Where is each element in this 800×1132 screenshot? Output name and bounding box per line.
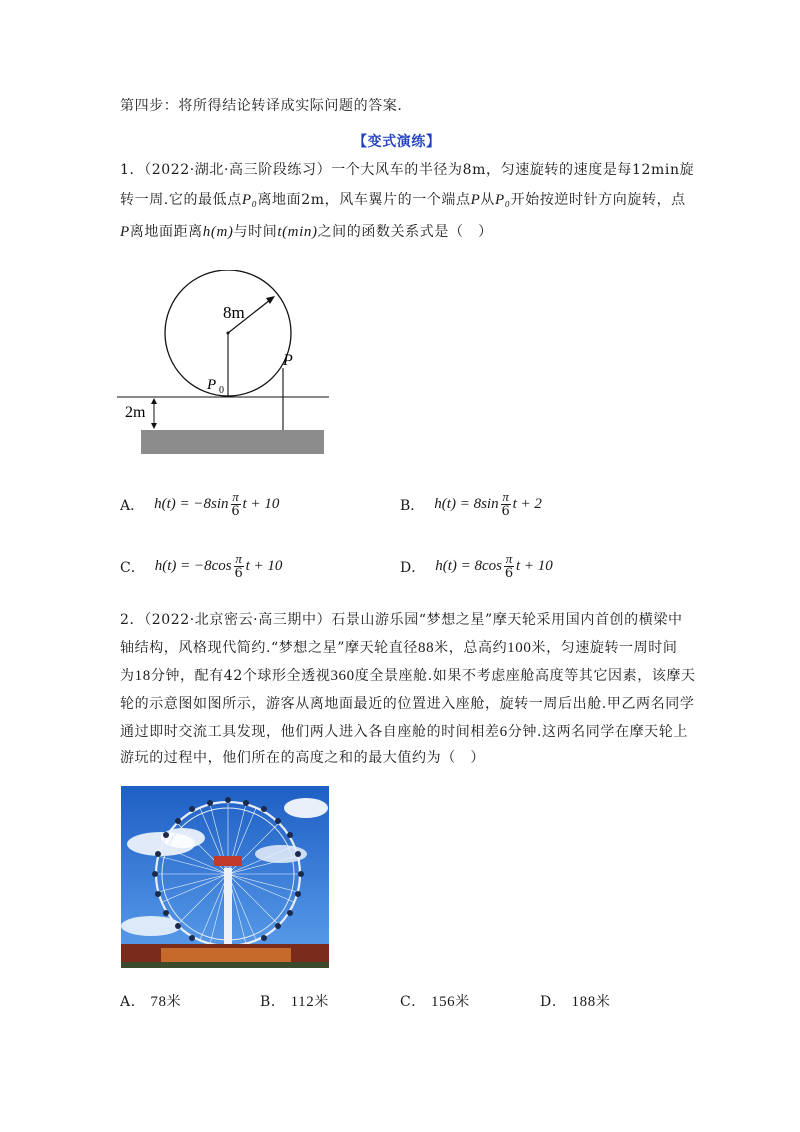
q1-p-symbol-2: P — [120, 224, 130, 240]
q2-line3-b: 分钟，配有42个球形全透视 — [150, 668, 331, 684]
step4-text: 第四步：将所得结论转译成实际问题的答案. — [120, 98, 403, 114]
height-arrow-up — [151, 398, 157, 404]
q1-option-c-lhs: h(t) = −8cos — [154, 558, 232, 574]
q2-option-d-value: 188 — [571, 994, 596, 1010]
q1-option-c-fraction — [234, 552, 244, 581]
q1-option-c[interactable] — [120, 552, 282, 581]
q1-t-symbol: t(min) — [277, 224, 318, 240]
q2-option-a-unit: 米 — [166, 994, 182, 1010]
windmill-figure — [115, 270, 340, 460]
q1-p-symbol: P — [470, 192, 481, 208]
q1-line2 — [120, 190, 686, 210]
fraction-numerator: π — [505, 551, 513, 566]
q2-gap-value: 6 — [499, 724, 508, 740]
fraction-denominator: 6 — [504, 566, 514, 581]
q2-option-b-unit: 米 — [314, 994, 329, 1010]
q1-p0-symbol: P₀ — [241, 192, 258, 208]
cloud — [284, 798, 328, 818]
q2-line6: 游玩的过程中，他们所在的高度之和的最大值约为（ ） — [120, 750, 485, 766]
radius-label: 8m — [223, 303, 245, 322]
q2-line3 — [120, 666, 696, 686]
section-title: 【变式演练】 — [353, 134, 441, 150]
q1-option-c-rhs: t + 10 — [245, 558, 283, 574]
q2-line5-a: 通过即时交流工具发现，他们两人进入各自座舱的时间相差 — [120, 724, 500, 740]
p0-subscript: 0 — [219, 385, 224, 396]
q2-degree-value: 360 — [330, 668, 355, 684]
q2-line5-b: 分钟.这两名同学在摩天轮上 — [507, 724, 688, 740]
q1-line3-b: 与时间 — [233, 224, 278, 240]
q1-line3-a: 离地面距离 — [129, 224, 203, 240]
q2-line2-a: 轴结构，风格现代简约.“梦想之星”摩天轮直径 — [120, 640, 418, 656]
q2-option-d-label: D． — [540, 994, 567, 1010]
gate — [161, 948, 291, 962]
q2-line2-b: 米，总高约 — [434, 640, 508, 656]
p-label: P — [283, 352, 293, 369]
q1-option-b-lhs: h(t) = 8sin — [434, 496, 499, 512]
fraction-numerator: π — [502, 489, 509, 504]
q1-option-a-label: A． — [120, 497, 145, 514]
q1-option-d-label: D． — [400, 559, 426, 576]
q2-option-b-value: 112 — [290, 994, 315, 1010]
height-label: 2m — [125, 404, 146, 421]
q2-line1: 2．（2022·北京密云·高三期中）石景山游乐园“梦想之星”摩天轮采用国内首创的横梁中 — [120, 612, 683, 628]
q1-option-b[interactable] — [400, 490, 542, 519]
fraction-denominator: 6 — [234, 566, 243, 581]
height-arrow-down — [151, 423, 157, 429]
q1-h-symbol: h(m) — [202, 224, 234, 240]
q1-option-a[interactable] — [120, 490, 279, 519]
q1-option-d-fraction — [504, 552, 514, 581]
q2-diameter-value: 88 — [417, 640, 435, 656]
q2-option-d-unit: 米 — [595, 994, 611, 1010]
q1-line3-c: 之间的函数关系式是（ ） — [317, 224, 493, 240]
q1-option-a-lhs: h(t) = −8sin — [154, 496, 229, 512]
q1-option-a-fraction — [231, 490, 241, 519]
fraction-numerator: π — [235, 551, 242, 566]
cloud — [161, 828, 205, 848]
q2-line2-c: 米，匀速旋转一周时间 — [531, 640, 678, 656]
q1-line3 — [120, 222, 493, 242]
q2-option-c-unit: 米 — [455, 994, 470, 1010]
q1-option-d[interactable] — [400, 552, 553, 581]
q2-period-value: 18 — [134, 668, 151, 684]
ground — [141, 430, 324, 454]
trees — [121, 962, 329, 968]
q1-p0-symbol-2: P₀ — [495, 192, 511, 208]
center-sign — [214, 856, 242, 866]
q2-line4: 轮的示意图如图所示，游客从离地面最近的位置进入座舱，旋转一周后出舱.甲乙两名同学 — [120, 696, 695, 712]
fraction-numerator: π — [232, 489, 239, 504]
q2-option-a[interactable] — [120, 992, 181, 1012]
p0-label: P — [207, 377, 217, 393]
q2-line3-a: 为 — [120, 668, 135, 684]
ferris-wheel-photo — [121, 786, 329, 968]
q2-option-a-value: 78 — [150, 994, 167, 1010]
q2-line2 — [120, 638, 677, 658]
q2-line3-c: 度全景座舱.如果不考虑座舱高度等其它因素，该摩天 — [354, 668, 696, 684]
q1-option-d-rhs: t + 10 — [516, 558, 553, 574]
q1-line2-c: 从 — [480, 192, 495, 208]
q1-line2-b: 离地面2m，风车翼片的一个端点 — [257, 192, 471, 208]
q1-option-d-lhs: h(t) = 8cos — [435, 558, 503, 574]
q1-option-b-rhs: t + 2 — [512, 496, 542, 512]
tower — [224, 868, 232, 956]
q2-option-b-label: B． — [260, 994, 286, 1010]
fraction-denominator: 6 — [501, 504, 510, 519]
q1-line1: 1．（2022·湖北·高三阶段练习）一个大风车的半径为8m，匀速旋转的速度是每12min旋 — [120, 162, 695, 178]
q1-line2-a: 转一周.它的最低点 — [120, 192, 242, 208]
q1-option-b-fraction — [501, 490, 511, 519]
fraction-denominator: 6 — [231, 504, 240, 519]
q1-option-a-rhs: t + 10 — [242, 496, 280, 512]
q2-option-a-label: A． — [120, 994, 146, 1010]
q2-option-b[interactable] — [260, 992, 329, 1012]
q1-option-b-label: B． — [400, 497, 425, 514]
q2-option-c-value: 156 — [430, 994, 456, 1010]
q2-option-c[interactable] — [400, 992, 470, 1012]
q2-line5 — [120, 722, 688, 742]
q2-option-d[interactable] — [540, 992, 610, 1012]
q2-option-c-label: C． — [400, 994, 426, 1010]
q1-line2-d: 开始按逆时针方向旋转，点 — [510, 192, 686, 208]
q1-option-c-label: C． — [120, 559, 145, 576]
q2-height-value: 100 — [507, 640, 532, 656]
